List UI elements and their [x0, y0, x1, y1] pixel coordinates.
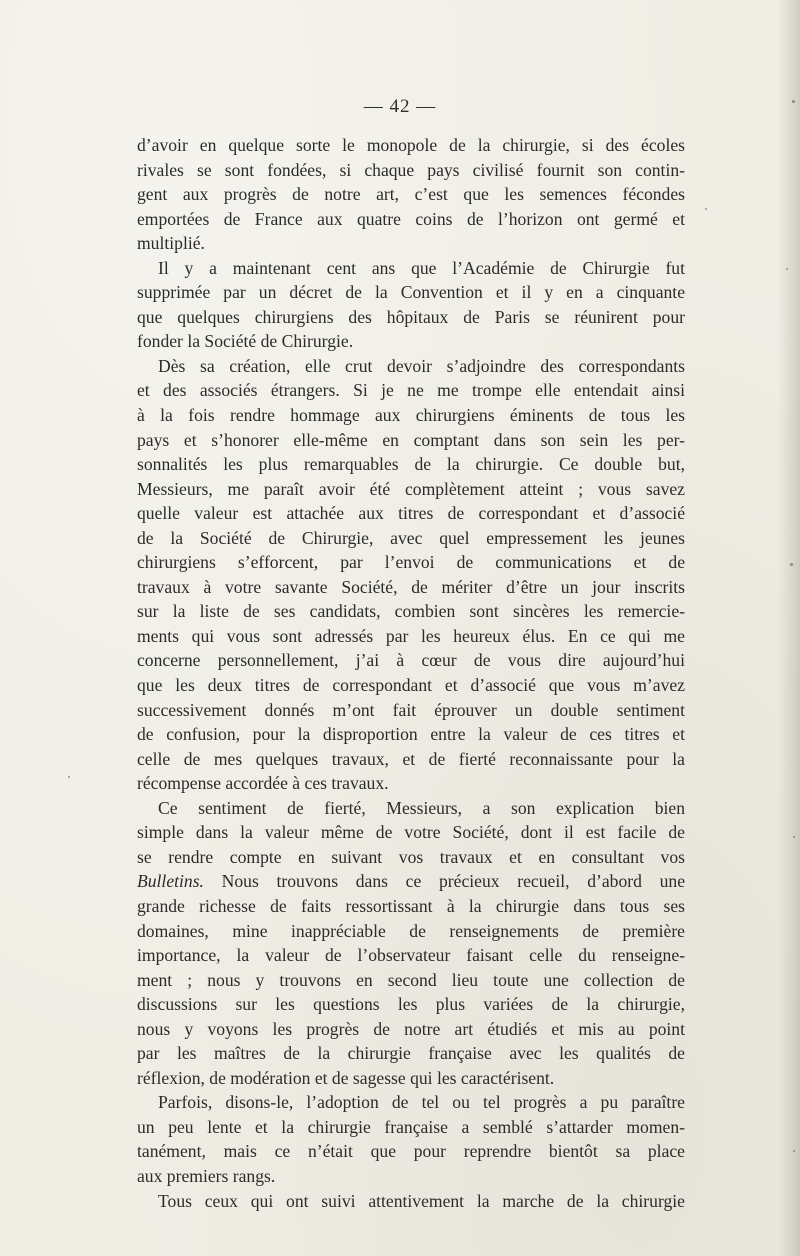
text-line: travaux à votre savante Société, de mériter d’être un jour inscrits: [137, 576, 685, 597]
text-line: ment ; nous y trouvons en second lieu toute une collection de: [137, 969, 685, 990]
italic-title: Bulletins.: [137, 871, 204, 892]
text-line: Ce sentiment de fierté, Messieurs, a son explication bien: [158, 797, 685, 818]
paper-speck: [793, 836, 795, 838]
text-line: pays et s’honorer elle-même en comptant dans son sein les per-: [137, 429, 685, 450]
text-line: Messieurs, me paraît avoir été complètement atteint ; vous savez: [137, 478, 685, 499]
text-line: que quelques chirurgiens des hôpitaux de Paris se réunirent pour: [137, 306, 685, 327]
text-line: par les maîtres de la chirurgie française avec les qualités de: [137, 1043, 685, 1064]
text-line: de confusion, pour la disproportion entre la valeur de ces titres et: [137, 724, 685, 745]
text-line: Il y a maintenant cent ans que l’Académie de Chirurgie fut: [158, 257, 685, 278]
text-line: concerne personnellement, j’ai à cœur de vous dire aujourd’hui: [137, 650, 685, 671]
text-line: rivales se sont fondées, si chaque pays civilisé fournit son contin-: [137, 159, 685, 180]
text-line: grande richesse de faits ressortissant à la chirurgie dans tous ses: [137, 895, 685, 916]
paper-speck: [786, 268, 788, 270]
text-line: importance, la valeur de l’observateur faisant celle du renseigne-: [137, 945, 685, 966]
text-line: que les deux titres de correspondant et d’associé que vous m’avez: [137, 675, 685, 696]
body-text: [137, 133, 685, 1213]
text-line: discussions sur les questions les plus variées de la chirurgie,: [137, 994, 685, 1015]
text-line: emportées de France aux quatre coins de l’horizon ont germé et: [137, 208, 685, 229]
paper-speck: [68, 776, 70, 778]
text-line: Parfois, disons-le, l’adoption de tel ou tel progrès a pu paraître: [158, 1092, 685, 1113]
page-edge-shadow: [778, 0, 800, 1256]
text-line: sur la liste de ses candidats, combien sont sincères les remercie-: [137, 601, 685, 622]
paper-speck: [790, 563, 793, 566]
text-line: gent aux progrès de notre art, c’est que les semences fécondes: [137, 184, 685, 205]
page-number: — 42 —: [363, 96, 437, 117]
text-line: tanément, mais ce n’était que pour reprendre bientôt sa place: [137, 1141, 685, 1162]
text-line: Bulletins. Nous trouvons dans ce précieux recueil, d’abord une: [137, 871, 685, 892]
text-line: Tous ceux qui ont suivi attentivement la marche de la chirurgie: [158, 1190, 685, 1211]
text-line: récompense accordée à ces travaux.: [137, 773, 389, 794]
text-line: successivement donnés m’ont fait éprouver un double sentiment: [137, 699, 685, 720]
text-line: réflexion, de modération et de sagesse qui les caractérisent.: [137, 1067, 555, 1088]
text-line: domaines, mine inappréciable de renseignements de première: [137, 920, 685, 941]
text-line: multiplié.: [137, 233, 205, 254]
text-line: de la Société de Chirurgie, avec quel empressement les jeunes: [137, 527, 685, 548]
text-line: et des associés étrangers. Si je ne me trompe elle entendait ainsi: [137, 380, 685, 401]
text-line: sonnalités les plus remarquables de la chirurgie. Ce double but,: [137, 454, 685, 475]
text-line: celle de mes quelques travaux, et de fierté reconnaissante pour la: [137, 748, 685, 769]
paper-speck: [705, 208, 707, 210]
text-line: chirurgiens s’efforcent, par l’envoi de communications et de: [137, 552, 685, 573]
text-line: supprimée par un décret de la Convention et il y en a cinquante: [137, 282, 685, 303]
text-line: à la fois rendre hommage aux chirurgiens éminents de tous les: [137, 405, 685, 426]
text-line: nous y voyons les progrès de notre art étudiés et mis au point: [137, 1018, 685, 1039]
text-line: quelle valeur est attachée aux titres de correspondant et d’associé: [137, 503, 685, 524]
text-line: d’avoir en quelque sorte le monopole de la chirurgie, si des écoles: [137, 135, 685, 155]
paper-speck: [793, 1150, 795, 1152]
text-line: aux premiers rangs.: [137, 1165, 276, 1186]
text-line: fonder la Société de Chirurgie.: [137, 331, 354, 352]
text-line: un peu lente et la chirurgie française a semblé s’attarder momen-: [137, 1116, 685, 1137]
text-line: se rendre compte en suivant vos travaux et en consultant vos: [137, 846, 685, 867]
text-line: simple dans la valeur même de votre Société, dont il est facile de: [137, 822, 685, 843]
text-line: Dès sa création, elle crut devoir s’adjoindre des correspondants: [158, 355, 685, 376]
text-line: ments qui vous sont adressés par les heureux élus. En ce qui me: [137, 625, 685, 646]
